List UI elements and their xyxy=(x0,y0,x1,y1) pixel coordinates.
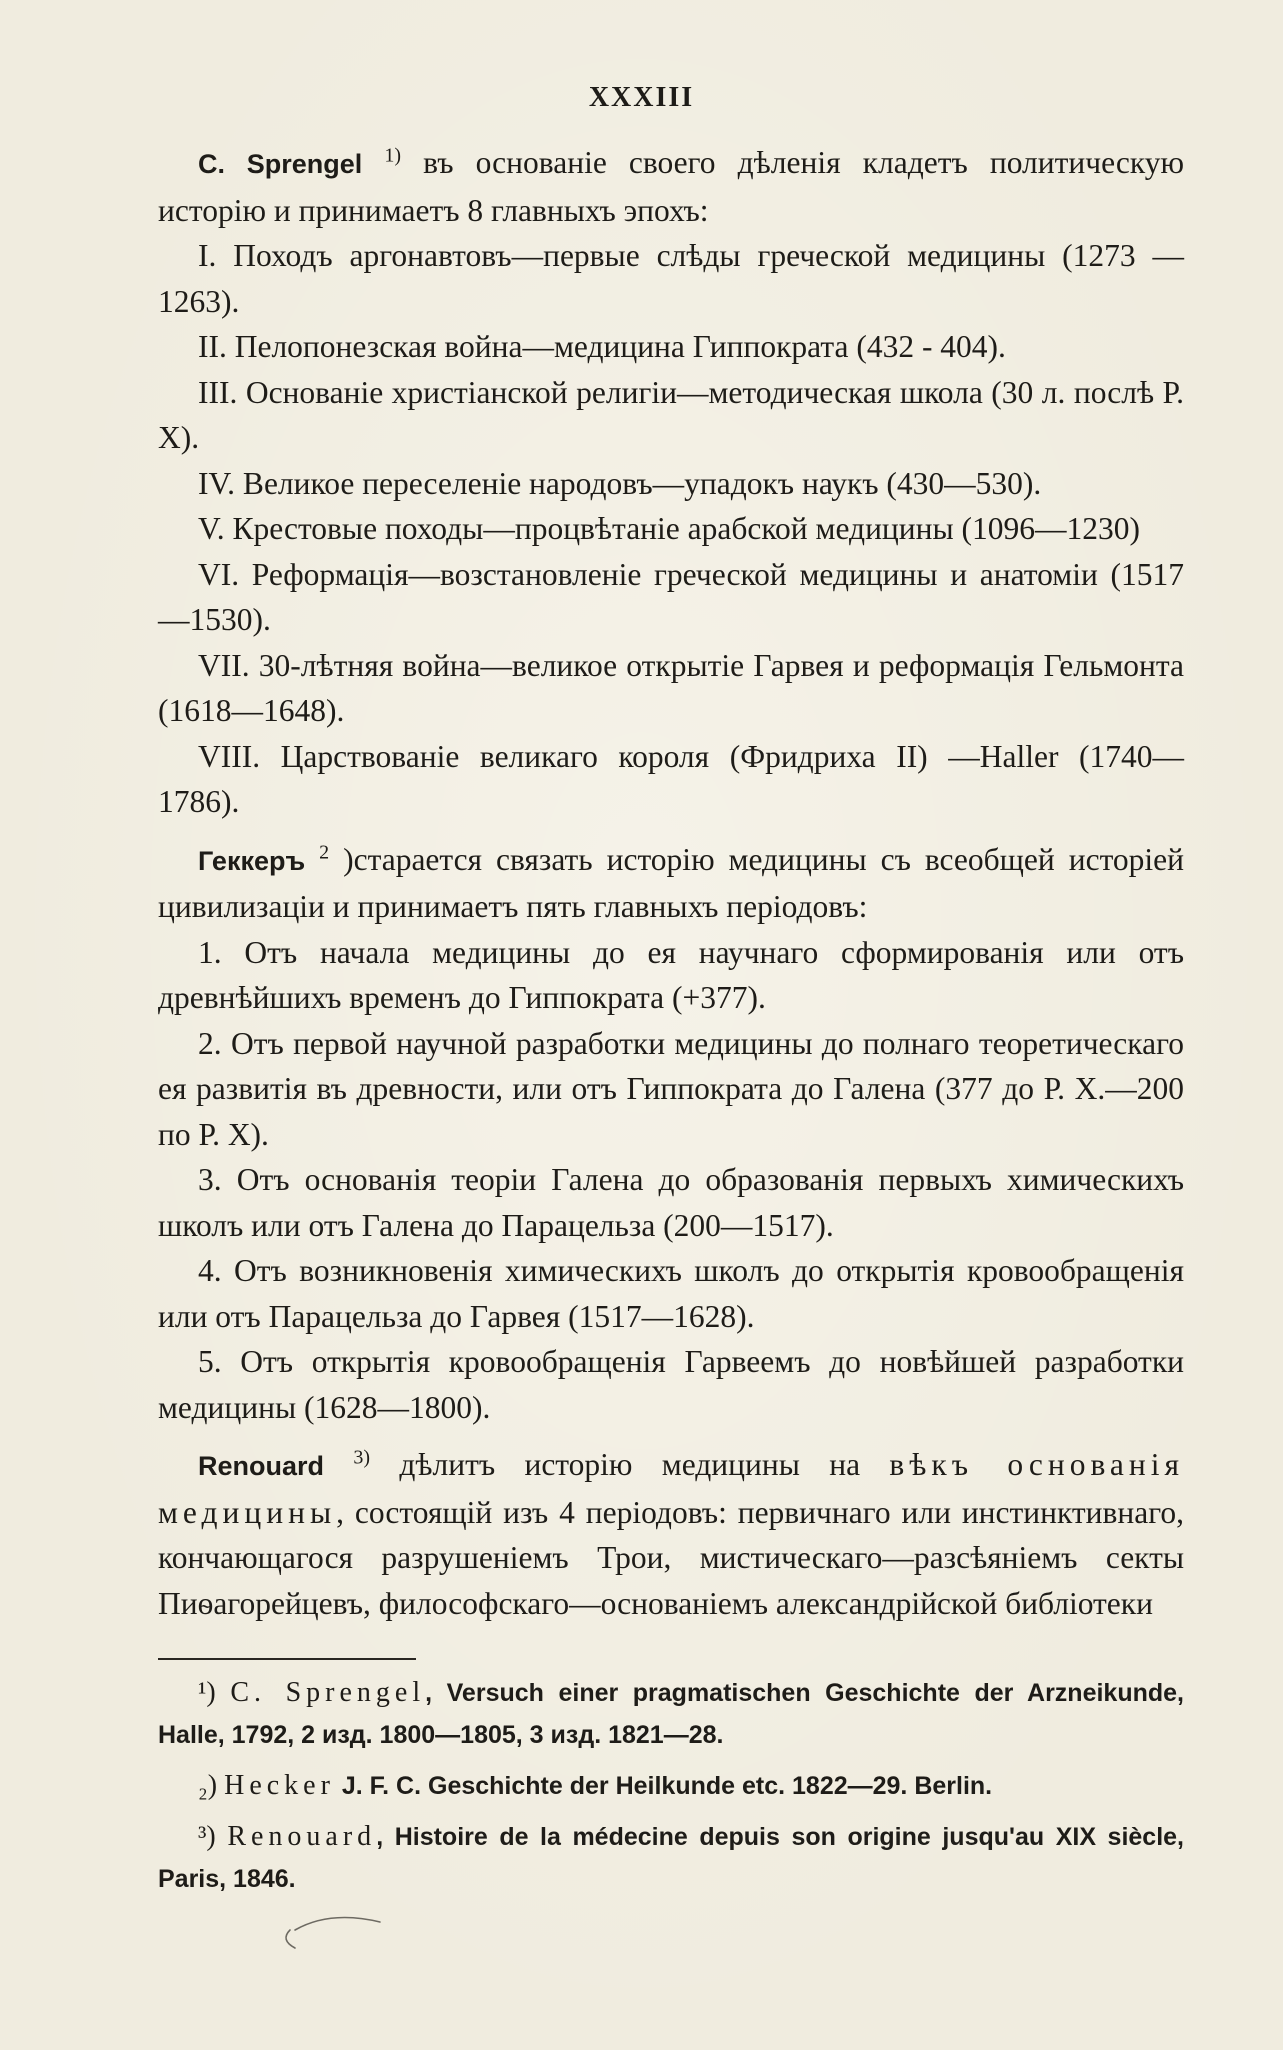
footnote-text: J. F. C. Geschichte der Heilkunde etc. 1822—29. Berlin. xyxy=(334,1772,993,1800)
paragraph-text: дѣлитъ исторію медицины на xyxy=(370,1447,890,1482)
spaced-emphasis: вѣкъ основанія медицины xyxy=(158,1447,1184,1530)
period-item: 3. Отъ основанія теоріи Галена до образованія первыхъ химическихъ школъ или отъ Галена до Парацельза (200—1517). xyxy=(158,1162,1184,1243)
footnotes xyxy=(158,1672,1184,1909)
footnote-text: , Histoire de la médecine depuis son origine jusqu'au XIX siècle, Paris, 1846. xyxy=(158,1823,1184,1893)
epoch-item: III. Основаніе христіанской религіи—методическая школа (30 л. послѣ Р. X). xyxy=(158,374,1184,455)
epoch-item: I. Походъ аргонавтовъ—первые слѣды греческой медицины (1273 —1263). xyxy=(158,238,1184,319)
sprengel-intro-paragraph xyxy=(158,140,1184,233)
period-item: 1. Отъ начала медицины до ея научнаго сформированія или отъ древнѣйшихъ временъ до Гиппократа (+377). xyxy=(158,934,1184,1015)
paragraph-text: въ основаніе своего дѣленія кладетъ политическую исторію и принимаетъ 8 главныхъ эпохъ: xyxy=(158,145,1184,228)
footnote-mark: ³) xyxy=(198,1821,216,1852)
footnote-mark: ¹) xyxy=(198,1677,216,1708)
footnote-ref: 2 xyxy=(319,841,330,863)
epoch-item: V. Крестовые походы—процвѣтаніе арабской медицины (1096—1230) xyxy=(198,511,1141,546)
epoch-item: VIII. Царствованіе великаго короля (Фридриха II) —Haller (1740— 1786). xyxy=(158,738,1184,819)
pencil-mark-icon xyxy=(270,1900,410,1960)
footnote-author: C. Sprengel xyxy=(230,1677,426,1708)
paragraph-text: , состоящій изъ 4 періодовъ: первичнаго или инстинктивнаго, кончающагося разрушеніемъ Трои, мистическаго—разсѣяніемъ секты Пиѳагорейцевъ, философскаго—основаніемъ александрійской библіотеки xyxy=(158,1494,1184,1621)
epoch-item: II. Пелопонезская война—медицина Гиппократа (432 - 404). xyxy=(198,329,1006,364)
footnote-ref: 3) xyxy=(353,1446,371,1469)
footnote-author: Hecker xyxy=(224,1770,335,1801)
epoch-item: VI. Реформація—возстановленіе греческой медицины и анатоміи (1517—1530). xyxy=(158,556,1184,637)
author-name: C. Sprengel xyxy=(198,149,363,179)
paragraph-text: )старается связать исторію медицины съ всеобщей исторіей цивилизаціи и принимаетъ пять главныхъ періодовъ: xyxy=(158,841,1185,924)
epoch-item: IV. Великое переселеніе народовъ—упадокъ наукъ (430—530). xyxy=(198,465,1042,501)
footnote-item xyxy=(158,1672,1184,1756)
period-item: 5. Отъ открытія кровообращенія Гарвеемъ до новѣйшей разработки медицины (1628—1800). xyxy=(158,1344,1184,1425)
author-name: Renouard xyxy=(198,1451,325,1481)
renouard-paragraph xyxy=(158,1442,1184,1626)
epoch-item: VII. 30-лѣтняя война—великое открытіе Гарвея и реформація Гельмонта (1618—1648). xyxy=(158,647,1184,728)
page-number: XXXIII xyxy=(588,82,695,113)
hecker-intro-paragraph xyxy=(158,837,1184,930)
footnote-item xyxy=(158,1816,1184,1900)
footnote-item xyxy=(158,1765,1184,1807)
period-item: 2. Отъ первой научной разработки медицины до полнаго теоретическаго ея развитія въ древности, или отъ Гиппократа до Галена (377 до Р. X.—200 по Р. X). xyxy=(158,1025,1184,1152)
footnote-text: , Versuch einer pragmatischen Geschichte der Arzneikunde, Halle, 1792, 2 изд. 1800—1805, 3 изд. 1821—28. xyxy=(158,1679,1184,1749)
author-name: Геккеръ xyxy=(198,845,306,876)
footnote-author: Renouard xyxy=(227,1821,377,1852)
footnote-mark: ₂) xyxy=(198,1770,218,1801)
main-text xyxy=(158,140,1184,1626)
period-item: 4. Отъ возникновенія химическихъ школъ до открытія кровообращенія или отъ Парацельза до Гарвея (1517—1628). xyxy=(158,1253,1184,1334)
footnote-ref: 1) xyxy=(384,144,402,167)
footnote-divider xyxy=(158,1658,416,1660)
